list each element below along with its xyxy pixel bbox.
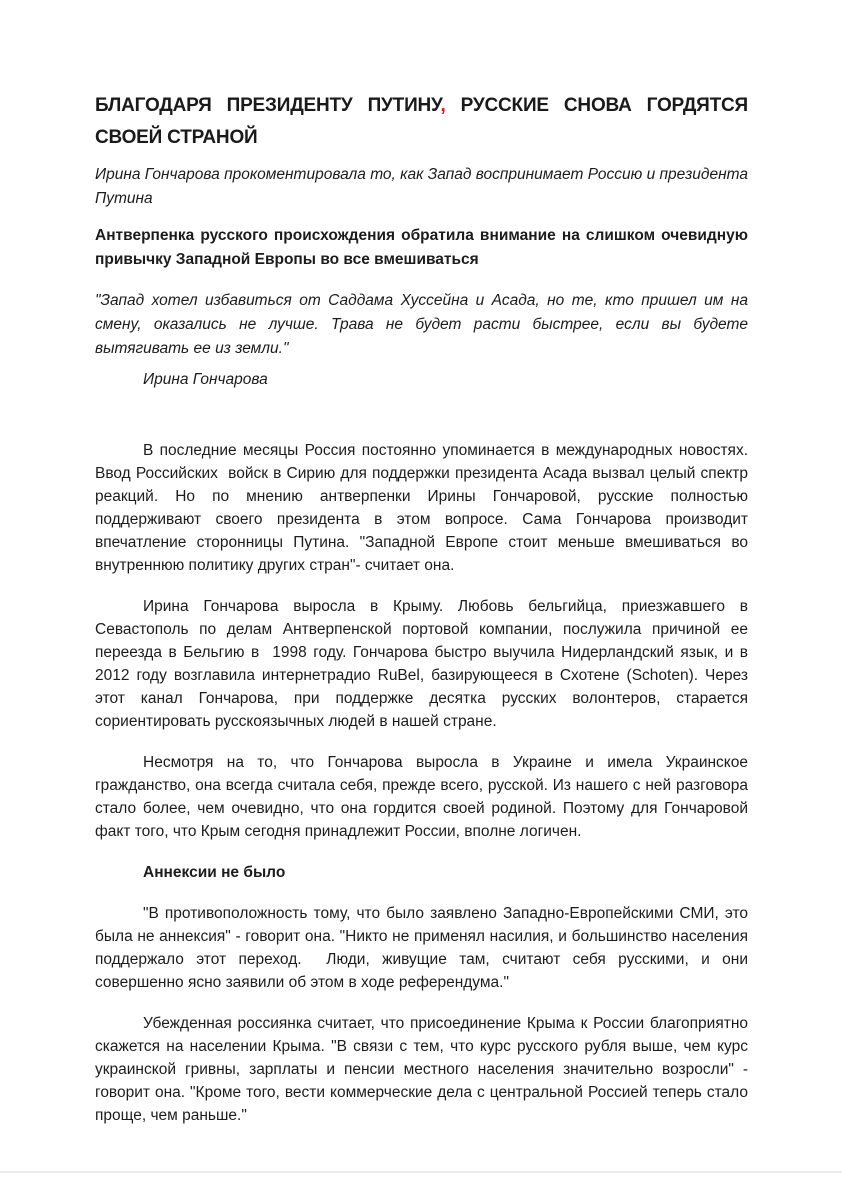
body-paragraph-5: Убежденная россиянка считает, что присоединение Крыма к России благоприятно скажется на населении Крыма. "В связи с тем, что курс русского рубля выше, чем курс украинской гривны, зарплаты и пенсии местного населения значительно возросли" - говорит она. "Кроме того, вести коммерческие дела с центральной Россией теперь стало проще, чем раньше." xyxy=(95,1015,753,1124)
article-lede: Ирина Гончарова прокоментировала то, как Запад воспринимает Россию и президента Путина xyxy=(95,166,748,207)
article-title xyxy=(95,90,748,154)
title-text-before-comma: БЛАГОДАРЯ ПРЕЗИДЕНТУ ПУТИНУ xyxy=(95,95,441,116)
body-paragraph-3: Несмотря на то, что Гончарова выросла в Украине и имела Украинское гражданство, она всегда считала себя, прежде всего, русской. Из нашего с ней разговора стало более, чем очевидно, что она гордится своей родиной. Поэтому для Гончаровой факт того, что Крым сегодня принадлежит России, вполне логичен. xyxy=(95,754,753,840)
subheading-no-annexation: Аннексии не было xyxy=(143,864,286,881)
title-red-comma: , xyxy=(440,95,446,116)
title-text-after-comma: РУССКИЕ СНОВА ГОРДЯТСЯ СВОЕЙ СТРАНОЙ xyxy=(95,95,749,148)
body-paragraph-4: "В противоположность тому, что было заявлено Западно-Европейскими СМИ, это была не аннексия" - говорит она. "Никто не применял насилия, и большинство населения поддержало этот переход. Люди, живущие там, считают себя русскими, и они совершенно ясно заявили об этом в ходе референдума." xyxy=(95,905,753,991)
bottom-page-divider xyxy=(0,1171,842,1173)
body-paragraph-1: В последние месяцы Россия постоянно упоминается в международных новостях. Ввод Российских войск в Сирию для поддержки президента Асада вызвал целый спектр реакций. Но по мнению антверпенки Ирины Гончаровой, русские полностью поддерживают своего президента в этом вопросе. Сама Гончарова производит впечатление сторонницы Путина. "Западной Европе стоит меньше вмешиваться во внутреннюю политику других стран"- считает она. xyxy=(95,442,753,574)
body-paragraph-2: Ирина Гончарова выросла в Крыму. Любовь бельгийца, приезжавшего в Севастополь по делам Антверпенской портовой компании, послужила причиной ее переезда в Бельгию в 1998 году. Гончарова быстро выучила Нидерландский язык, и в 2012 году возглавила интернетрадио RuBel, базирующееся в Схотене (Schoten). Через этот канал Гончарова, при поддержке десятка русских волонтеров, старается сориентировать русскоязычных людей в нашей стране. xyxy=(95,598,753,730)
article-deck: Антверпенка русского происхождения обратила внимание на слишком очевидную привычку Западной Европы во все вмешиваться xyxy=(95,227,748,268)
pull-quote: "Запад хотел избавиться от Саддама Хуссейна и Асада, но те, кто пришел им на смену, оказались не лучше. Трава не будет расти быстрее, если вы будете вытягивать ее из земли." xyxy=(95,292,748,357)
quote-attribution: Ирина Гончарова xyxy=(143,371,268,388)
